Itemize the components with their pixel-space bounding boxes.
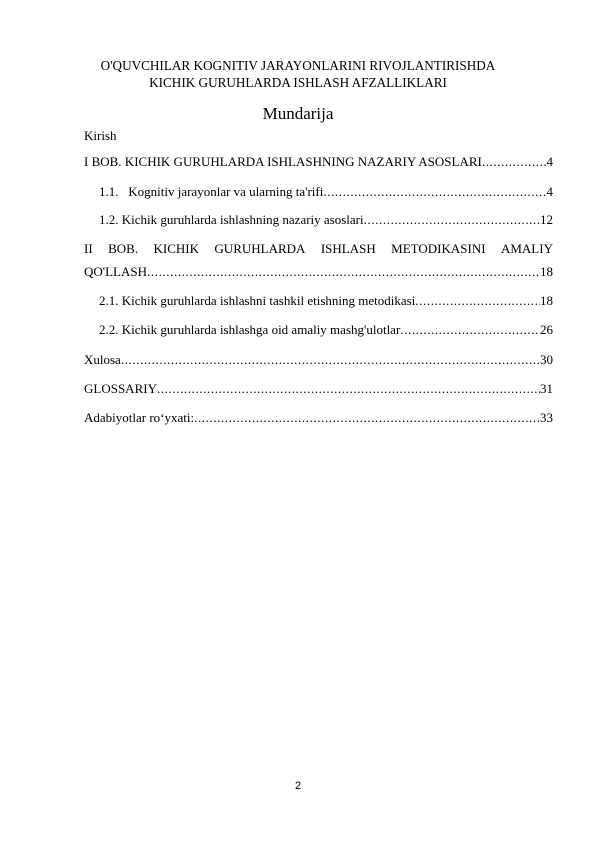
toc-entry-label: Xulosa [84, 352, 121, 367]
toc-word: METODIKASINI [391, 241, 486, 256]
toc-word: GURUHLARDA [214, 241, 306, 256]
toc-leader-dots [482, 154, 547, 170]
toc-entry-label: 1.2. Kichik guruhlarda ishlashning nazariy asoslari [99, 212, 364, 227]
toc-entry-section-1-1 [99, 184, 553, 200]
toc-entry-label: 1.1. Kognitiv jarayonlar va ularning ta'rifi [99, 184, 324, 199]
toc-entry-page: 18 [540, 293, 553, 308]
toc-entry-label: I BOB. KICHIK GURUHLARDA ISHLASHNING NAZARIY ASOSLARI [84, 154, 482, 169]
toc-entry-page: 30 [540, 352, 553, 367]
toc-leader-dots [194, 410, 540, 426]
toc-word: BOB. [108, 241, 139, 256]
document-title-line-2: KICHIK GURUHLARDA ISHLASH AFZALLIKLARI [149, 75, 447, 90]
toc-entry-label: 2.2. Kichik guruhlarda ishlashga oid amaliy mashg'ulotlar [99, 322, 401, 337]
toc-leader-dots [323, 184, 546, 200]
contents-heading: Mundarija [262, 104, 334, 123]
toc-entry-page: 4 [546, 154, 553, 169]
toc-entry-page: 31 [540, 381, 553, 396]
toc-entry-section-1-2 [99, 212, 553, 228]
toc-word: II [84, 241, 93, 256]
toc-entry-label: 2.1. Kichik guruhlarda ishlashni tashkil etishning metodikasi [99, 293, 416, 308]
toc-entry-kirish: Kirish [84, 128, 117, 143]
toc-entry-label: Adabiyotlar ro‘yxati: [84, 410, 195, 425]
toc-entry-xulosa [84, 352, 553, 368]
toc-entry-chapter-1 [84, 154, 553, 170]
toc-entry-adabiyotlar [84, 410, 553, 426]
toc-entry-section-2-2 [99, 322, 553, 338]
toc-entry-page: 33 [540, 410, 553, 425]
toc-leader-dots [147, 264, 540, 280]
document-title-line-1: O'QUVCHILAR KOGNITIV JARAYONLARINI RIVOJLANTIRISHDA [100, 58, 496, 73]
toc-leader-dots [400, 322, 540, 338]
toc-entry-label: QO'LLASH [84, 264, 148, 279]
toc-word: ISHLASH [320, 241, 376, 256]
toc-entry-chapter-2-line-2 [84, 264, 553, 280]
toc-leader-dots [415, 293, 540, 309]
toc-entry-label: GLOSSARIY [84, 381, 157, 396]
toc-entry-page: 12 [540, 212, 553, 227]
toc-entry-section-2-1 [99, 293, 553, 309]
toc-entry-page: 4 [546, 184, 553, 199]
toc-entry-glossary [84, 381, 553, 397]
toc-leader-dots [157, 381, 540, 397]
toc-leader-dots [364, 212, 540, 228]
toc-entry-page: 26 [540, 322, 553, 337]
toc-entry-chapter-2-line-1 [84, 241, 553, 257]
toc-entry-page: 18 [540, 264, 553, 279]
page-number: 2 [294, 780, 302, 792]
toc-word: KICHIK [153, 241, 199, 256]
toc-word: AMALIY [500, 241, 553, 256]
toc-leader-dots [121, 352, 540, 368]
